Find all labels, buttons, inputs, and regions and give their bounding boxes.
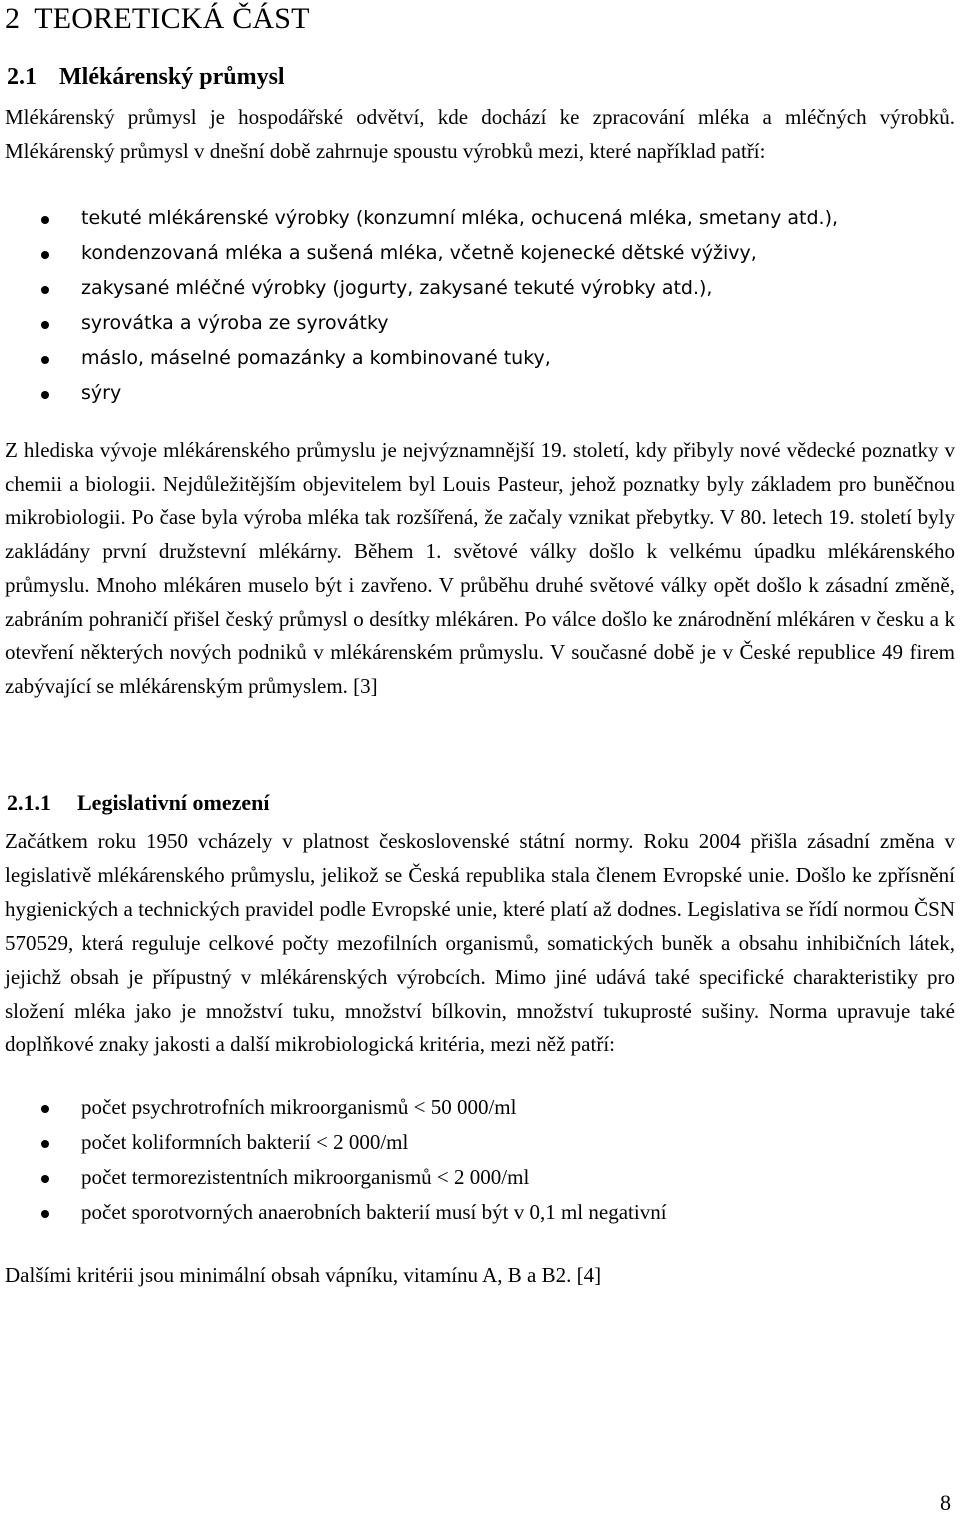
list-item: máslo, máselné pomazánky a kombinované tuky, (5, 341, 955, 376)
bullet-icon (41, 1210, 49, 1218)
chapter-title: TEORETICKÁ ČÁST (34, 2, 310, 35)
bullet-icon (41, 1140, 49, 1148)
subsection-number: 2.1.1 (7, 790, 51, 815)
list-item: kondenzovaná mléka a sušená mléka, včetně kojenecké dětské výživy, (5, 236, 955, 271)
closing-paragraph: Dalšími kritérii jsou minimální obsah vápníku, vitamínu A, B a B2. [4] (5, 1263, 602, 1287)
bullet-icon (41, 251, 49, 259)
section-heading (7, 64, 285, 91)
legislation-paragraph: Začátkem roku 1950 vcházely v platnost československé státní normy. Roku 2004 přišla zásadní změna v legislativě mlékárenského průmyslu, jelikož se Česká republika stala členem Evropské unie. Došlo ke zpřísnění hygienických a technických pravidel podle Evropské unie, které platí až dodnes. Legislativa se řídí normou ČSN 570529, která reguluje celkové počty mezofilních organismů, somatických buněk a obsahu inhibičních látek, jejichž obsah je přípustný v mlékárenských výrobcích. Mimo jiné udává také specifické charakteristiky pro složení mléka jako je množství tuku, množství bílkovin, množství tukuprosté sušiny. Norma upravuje také doplňkové znaky jakosti a další mikrobiologická kritéria, mezi něž patří: (5, 829, 955, 1057)
product-list (5, 201, 955, 411)
history-paragraph: Z hlediska vývoje mlékárenského průmyslu je nejvýznamnější 19. století, kdy přibyly nové vědecké poznatky v chemii a biologii. Nejdůležitějším objevitelem byl Louis Pasteur, jehož poznatky byly základem pro buněčnou mikrobiologii. Po čase byla výroba mléka tak rozšířená, že začaly vznikat přebytky. V 80. letech 19. století byly zakládány první družstevní mlékárny. Během 1. světové války došlo k velkému úpadku mlékárenského průmyslu. Mnoho mlékáren muselo být i zavřeno. V průběhu druhé světové války opět došlo k zásadní změně, zabráním pohraničí přišel český průmysl o desítky mlékáren. Po válce došlo ke znárodnění mlékáren v česku a k otevření některých nových podniků v mlékárenském průmyslu. V současné době je v České republice 49 firem zabývající se mlékárenským průmyslem. [3] (5, 438, 955, 698)
list-item: tekuté mlékárenské výrobky (konzumní mléka, ochucená mléka, smetany atd.), (5, 201, 955, 236)
list-item: počet termorezistentních mikroorganismů < 2 000/ml (5, 1160, 955, 1195)
section-number: 2.1 (7, 64, 37, 90)
list-item: syrovátka a výroba ze syrovátky (5, 306, 955, 341)
list-item: sýry (5, 376, 955, 411)
bullet-icon (41, 391, 49, 399)
bullet-icon (41, 321, 49, 329)
criteria-list (5, 1090, 955, 1230)
intro-paragraph: Mlékárenský průmysl je hospodářské odvětví, kde dochází ke zpracování mléka a mléčných výrobků. Mlékárenský průmysl v dnešní době zahrnuje spoustu výrobků mezi, které například patří: (5, 105, 955, 163)
bullet-icon (41, 286, 49, 294)
chapter-number: 2 (5, 2, 21, 35)
list-item: zakysané mléčné výrobky (jogurty, zakysané tekuté výrobky atd.), (5, 271, 955, 306)
bullet-icon (41, 216, 49, 224)
bullet-icon (41, 1105, 49, 1113)
list-item: počet koliformních bakterií < 2 000/ml (5, 1125, 955, 1160)
page-number: 8 (940, 1490, 951, 1515)
bullet-icon (41, 356, 49, 364)
list-item: počet psychrotrofních mikroorganismů < 50 000/ml (5, 1090, 955, 1125)
bullet-icon (41, 1175, 49, 1183)
subsection-title: Legislativní omezení (77, 790, 270, 815)
chapter-heading (5, 2, 310, 36)
list-item: počet sporotvorných anaerobních bakterií musí být v 0,1 ml negativní (5, 1195, 955, 1230)
subsection-heading (7, 790, 269, 816)
section-title: Mlékárenský průmysl (59, 64, 285, 90)
